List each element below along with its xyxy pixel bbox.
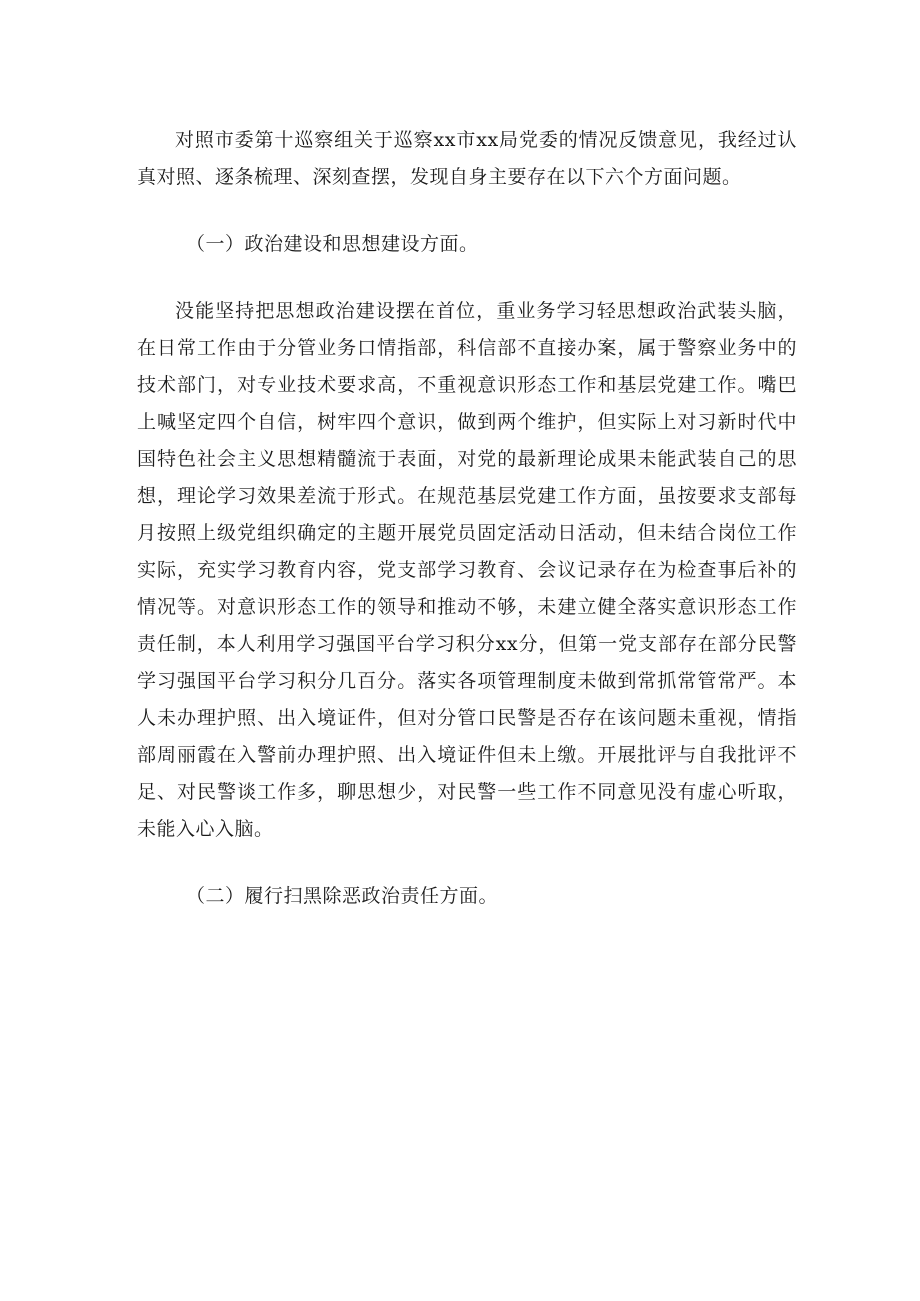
section-heading-2: （二）履行扫黑除恶政治责任方面。 <box>186 885 499 907</box>
section-heading-1: （一）政治建设和思想建设方面。 <box>186 233 479 255</box>
document-content <box>137 122 797 915</box>
section-1-paragraph: 没能坚持把思想政治建设摆在首位，重业务学习轻思想政治武装头脑，在日常工作由于分管业务口情指部，科信部不直接办案，属于警察业务中的技术部门，对专业技术要求高，不重视意识形态工作和基层党建工作。嘴巴上喊坚定四个自信，树牢四个意识，做到两个维护，但实际上对习新时代中国特色社会主义思想精髓流于表面，对党的最新理论成果未能武装自己的思想，理论学习效果差流于形式。在规范基层党建工作方面，虽按要求支部每月按照上级党组织确定的主题开展党员固定活动日活动，但未结合岗位工作实际，充实学习教育内容，党支部学习教育、会议记录存在为检查事后补的情况等。对意识形态工作的领导和推动不够，未建立健全落实意识形态工作责任制，本人利用学习强国平台学习积分xx分，但第一党支部存在部分民警学习强国平台学习积分几百分。落实各项管理制度未做到常抓常管常严。本人未办理护照、出入境证件，但对分管口民警是否存在该问题未重视，情指部周丽霞在入警前办理护照、出入境证件但未上缴。开展批评与自我批评不足、对民警谈工作多，聊思想少，对民警一些工作不同意见没有虚心听取，未能入心入脑。 <box>137 300 797 840</box>
intro-paragraph: 对照市委第十巡察组关于巡察xx市xx局党委的情况反馈意见，我经过认真对照、逐条梳理、深刻查摆，发现自身主要存在以下六个方面问题。 <box>137 129 797 188</box>
